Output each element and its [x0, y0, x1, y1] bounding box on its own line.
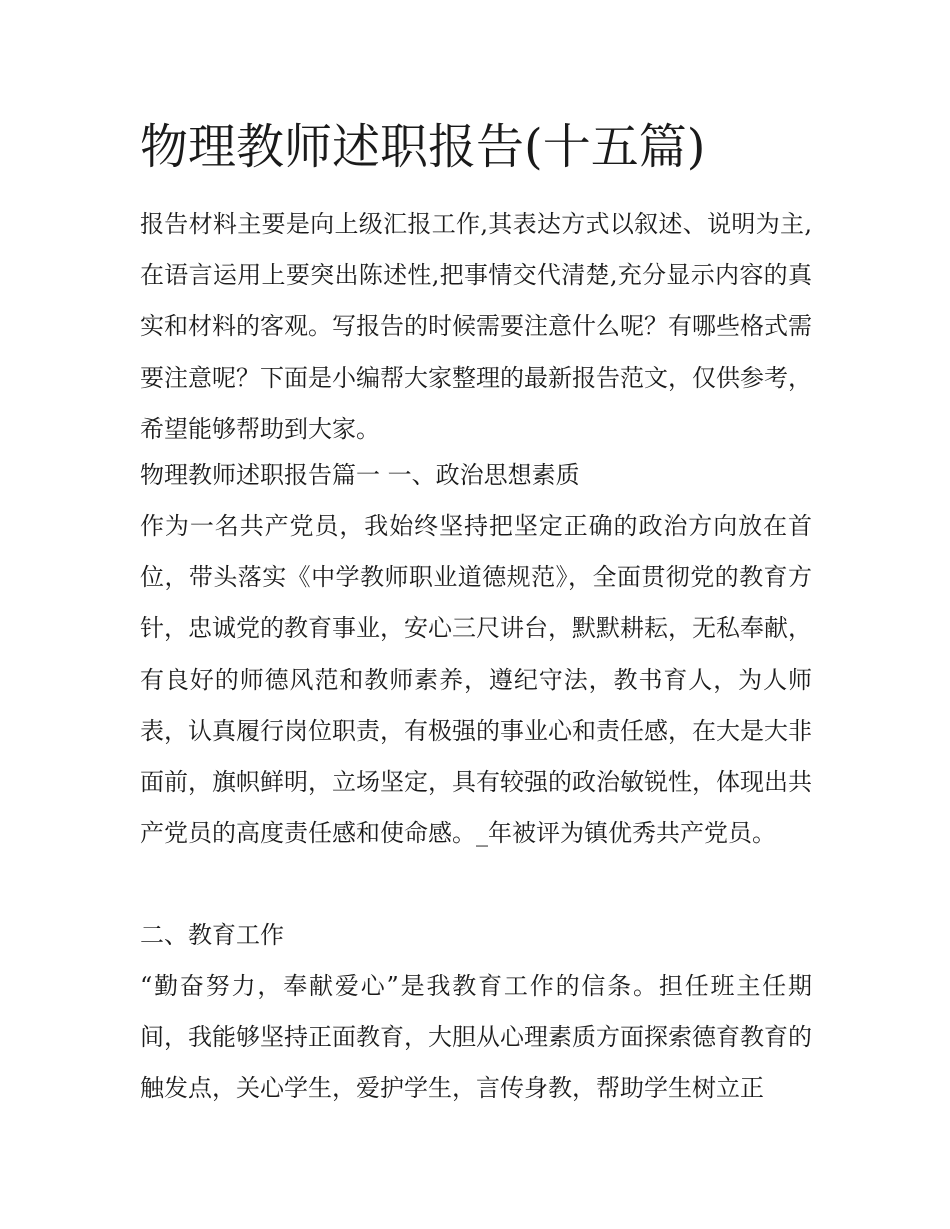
document-title: 物理教师述职报告(十五篇)	[140, 119, 706, 175]
section2-paragraph: “勤奋努力，奉献爱心”是我教育工作的信条。担任班主任期间，我能够坚持正面教育，大胆从心理素质方面探索德育教育的触发点，关心学生，爱护学生，言传身教，帮助学生树立正	[140, 972, 812, 1103]
intro-paragraph: 报告材料主要是向上级汇报工作,其表达方式以叙述、说明为主,在语言运用上要突出陈述性,把事情交代清楚,充分显示内容的真实和材料的客观。写报告的时候需要注意什么呢？有哪些格式需要注意呢？下面是小编帮大家整理的最新报告范文，仅供参考，希望能够帮助到大家。	[140, 210, 812, 443]
section1-paragraph: 作为一名共产党员，我始终坚持把坚定正确的政治方向放在首位，带头落实《中学教师职业道德规范》，全面贯彻党的教育方针，忠诚党的教育事业，安心三尺讲台，默默耕耘，无私奉献，有良好的师德风范和教师素养，遵纪守法，教书育人，为人师表，认真履行岗位职责，有极强的事业心和责任感，在大是大非面前，旗帜鲜明，立场坚定，具有较强的政治敏锐性，体现出共产党员的高度责任感和使命感。_年被评为镇优秀共产党员。	[140, 512, 812, 848]
section2-heading: 二、教育工作	[140, 921, 284, 949]
section1-heading: 物理教师述职报告篇一 一、政治思想素质	[140, 461, 580, 489]
